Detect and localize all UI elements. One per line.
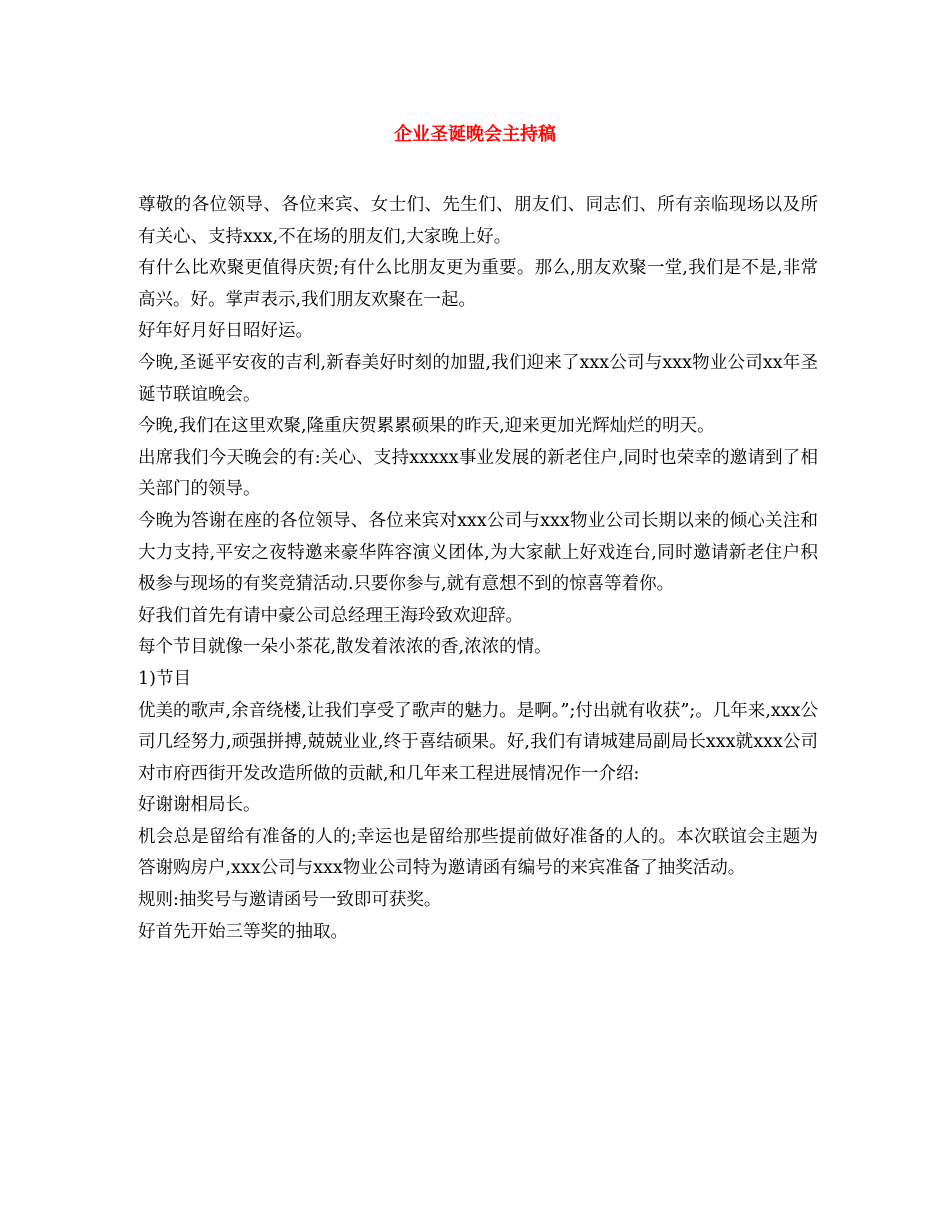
paragraph: 1)节目 — [138, 668, 191, 689]
paragraph: 尊敬的各位领导、各位来宾、女士们、先生们、朋友们、同志们、所有亲临现场以及所有关心、支持xxx,不在场的朋友们,大家晚上好。 — [138, 195, 818, 247]
paragraph: 每个节目就像一朵小茶花,散发着浓浓的香,浓浓的情。 — [138, 637, 552, 658]
paragraph: 好谢谢相局长。 — [138, 795, 261, 816]
paragraph: 有什么比欢聚更值得庆贺;有什么比朋友更为重要。那么,朋友欢聚一堂,我们是不是,非常高兴。好。掌声表示,我们朋友欢聚在一起。 — [138, 258, 818, 310]
paragraph: 优美的歌声,余音绕楼,让我们享受了歌声的魅力。是啊。”;付出就有收获”;。几年来,xxx公司几经努力,顽强拼搏,兢兢业业,终于喜结硕果。好,我们有请城建局副局长xxx就xxx公司对市府西街开发改造所做的贡献,和几年来工程进展情况作一介绍: — [138, 700, 818, 784]
paragraph: 好我们首先有请中豪公司总经理王海玲致欢迎辞。 — [138, 605, 523, 626]
paragraph: 好年好月好日昭好运。 — [138, 321, 313, 342]
document-body — [138, 190, 818, 948]
paragraph: 好首先开始三等奖的抽取。 — [138, 921, 348, 942]
paragraph: 今晚,我们在这里欢聚,隆重庆贺累累硕果的昨天,迎来更加光辉灿烂的明天。 — [138, 416, 715, 437]
paragraph: 今晚为答谢在座的各位领导、各位来宾对xxx公司与xxx物业公司长期以来的倾心关注和大力支持,平安之夜特邀来豪华阵容演义团体,为大家献上好戏连台,同时邀请新老住户积极参与现场的有奖竞猜活动.只要你参与,就有意想不到的惊喜等着你。 — [138, 510, 818, 595]
document-title: 企业圣诞晚会主持稿 — [394, 124, 556, 145]
paragraph: 机会总是留给有准备的人的;幸运也是留给那些提前做好准备的人的。本次联谊会主题为答谢购房户,xxx公司与xxx物业公司特为邀请函有编号的来宾准备了抽奖活动。 — [138, 826, 818, 879]
paragraph: 今晚,圣诞平安夜的吉利,新春美好时刻的加盟,我们迎来了xxx公司与xxx物业公司xx年圣诞节联谊晚会。 — [138, 352, 818, 405]
paragraph: 规则:抽奖号与邀请函号一致即可获奖。 — [138, 890, 442, 911]
paragraph: 出席我们今天晚会的有:关心、支持xxxxx事业发展的新老住户,同时也荣幸的邀请到了相关部门的领导。 — [138, 447, 818, 500]
